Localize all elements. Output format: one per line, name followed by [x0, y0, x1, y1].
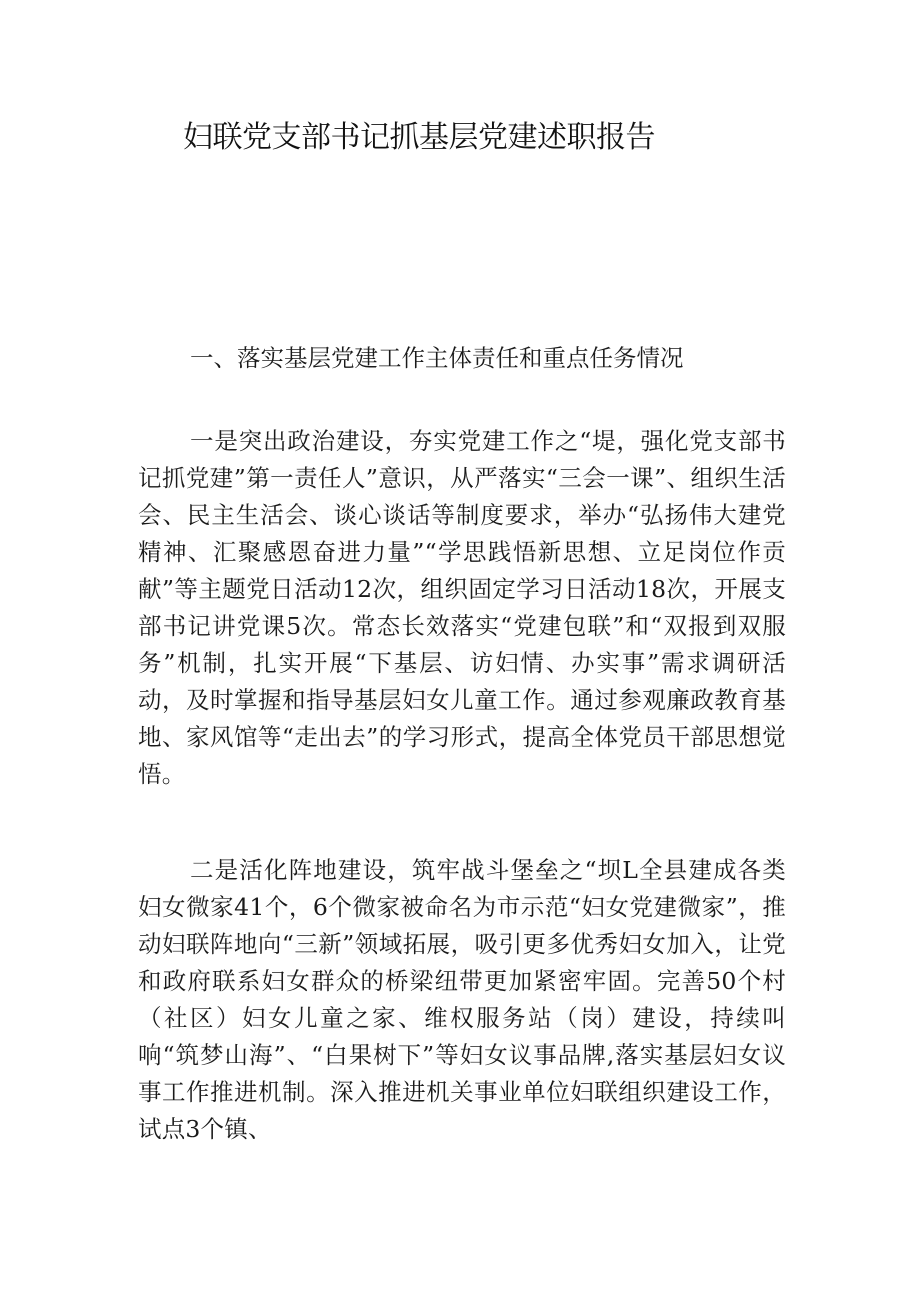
body-paragraph: 一是突出政治建设，夯实党建工作之“堤，强化党支部书记抓党建”第一责任人”意识，从严落实“三会一课”、组织生活会、民主生活会、谈心谈话等制度要求，举办“弘扬伟大建党精神、汇聚感恩奋进力量”“学思践悟新思想、立足岗位作贡献”等主题党日活动12次，组织固定学习日活动18次，开展支部书记讲党课5次。常态长效落实“党建包联”和“双报到双服务”机制，扎实开展“下基层、访妇情、办实事”需求调研活动，及时掌握和指导基层妇女儿童工作。通过参观廉政教育基地、家风馆等“走出去”的学习形式，提高全体党员干部思想觉悟。 [138, 427, 786, 788]
body-paragraph: 二是活化阵地建设，筑牢战斗堡垒之“坝L全县建成各类妇女微家41个，6个微家被命名为市示范“妇女党建微家”，推动妇联阵地向“三新”领域拓展，吸引更多优秀妇女加入，让党和政府联系妇女群众的桥梁纽带更加紧密牢固。完善50个村（社区）妇女儿童之家、维权服务站（岗）建设，持续叫响“筑梦山海”、“白果树下”等妇女议事品牌,落实基层妇女议事工作推进机制。深入推进机关事业单位妇联组织建设工作，试点3个镇、 [138, 856, 786, 1143]
document-title: 妇联党支部书记抓基层党建述职报告 [183, 120, 655, 155]
section-heading: 一、落实基层党建工作主体责任和重点任务情况 [190, 344, 684, 372]
